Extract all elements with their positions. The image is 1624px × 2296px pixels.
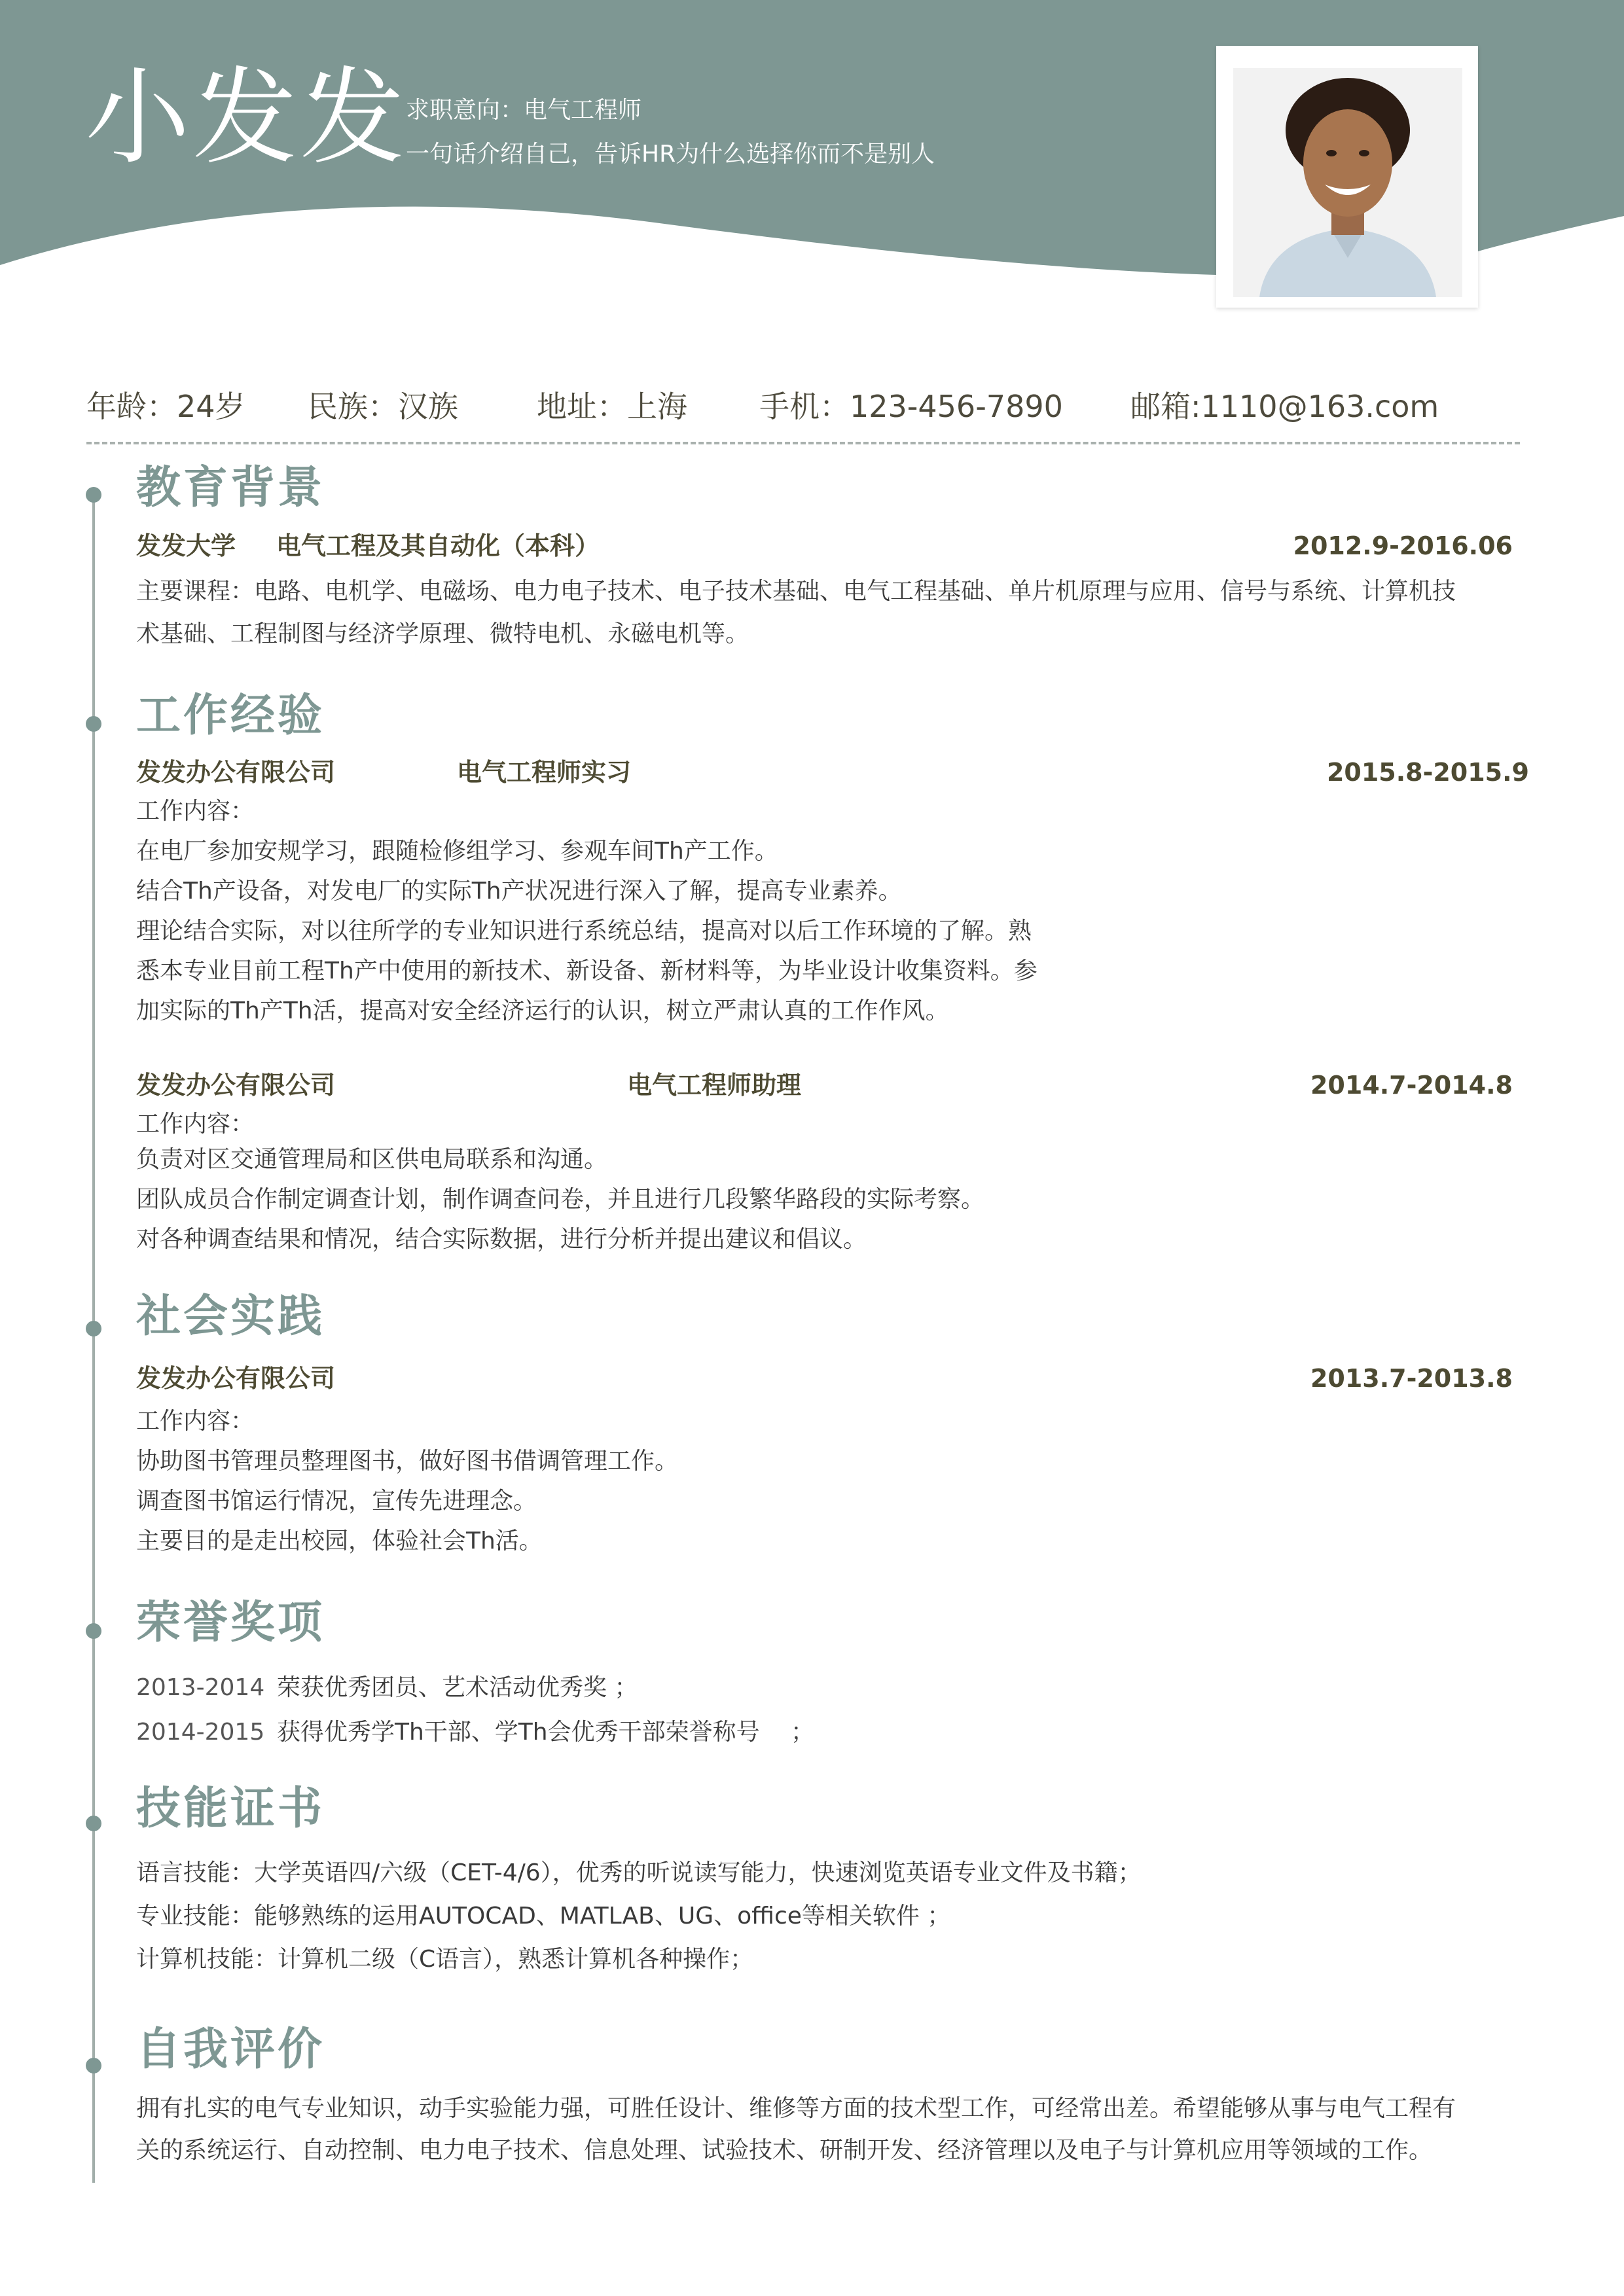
info-phone: 手机：123-456-7890: [759, 389, 1063, 424]
education-courses-line: 术基础、工程制图与经济学原理、微特电机、永磁电机等。: [136, 620, 749, 647]
practice-company: 发发办公有限公司: [136, 1364, 336, 1393]
self-eval-line: 拥有扎实的电气专业知识，动手实验能力强，可胜任设计、维修等方面的技术型工作，可经常出差。希望能够从事与电气工程有: [136, 2095, 1456, 2122]
skill-line: 专业技能：能够熟练的运用AUTOCAD、MATLAB、UG、office等相关软件 ；: [136, 1903, 951, 1929]
info-ethnicity: 民族：汉族: [308, 389, 458, 424]
education-major: 电气工程及其自动化（本科）: [276, 531, 600, 560]
personal-info-row: [86, 383, 1526, 422]
work-content-line: 理论结合实际，对以往所学的专业知识进行系统总结，提高对以后工作环境的了解。熟: [136, 918, 1032, 944]
education-date: 2012.9-2016.06: [1293, 531, 1513, 560]
work-company: 发发办公有限公司: [136, 1071, 336, 1100]
skill-line: 计算机技能：计算机二级（C语言），熟悉计算机各种操作；: [136, 1946, 754, 1973]
work-content-line: 对各种调查结果和情况，结合实际数据，进行分析并提出建议和倡议。: [136, 1226, 867, 1253]
timeline-dot-practice: [86, 1321, 101, 1336]
education-school: 发发大学: [136, 531, 236, 560]
timeline-dot-education: [86, 487, 101, 503]
practice-content-line: 协助图书管理员整理图书，做好图书借调管理工作。: [136, 1448, 679, 1475]
practice-content-line: 调查图书馆运行情况，宣传先进理念。: [136, 1488, 537, 1515]
work-content-line: 悉本专业目前工程Th产中使用的新技术、新设备、新材料等，为毕业设计收集资料。参: [136, 958, 1038, 984]
practice-content-label: 工作内容：: [136, 1408, 255, 1435]
divider-dashed: [86, 442, 1520, 444]
honor-year: 2014-2015: [136, 1719, 265, 1746]
work-company: 发发办公有限公司: [136, 758, 336, 787]
work-date: 2014.7-2014.8: [1310, 1071, 1513, 1100]
work-date: 2015.8-2015.9: [1326, 758, 1529, 787]
section-title-honors: 荣誉奖项: [136, 1597, 325, 1649]
profile-photo: [1233, 68, 1462, 297]
candidate-name: 小发发: [85, 56, 408, 179]
timeline-line: [92, 494, 95, 2183]
work-content-line: 负责对区交通管理局和区供电局联系和沟通。: [136, 1146, 608, 1173]
timeline-dot-skills: [86, 1816, 101, 1831]
section-title-education: 教育背景: [136, 462, 325, 514]
timeline-dot-self-eval: [86, 2058, 101, 2073]
education-courses-line: 主要课程：电路、电机学、电磁场、电力电子技术、电子技术基础、电气工程基础、单片机原理与应用、信号与系统、计算机技: [136, 578, 1456, 605]
section-title-skills: 技能证书: [136, 1783, 325, 1835]
timeline-dot-work: [86, 716, 101, 732]
section-title-practice: 社会实践: [136, 1291, 325, 1342]
work-content-line: 在电厂参加安规学习，跟随检修组学习、参观车间Th产工作。: [136, 838, 778, 865]
timeline-dot-honors: [86, 1623, 101, 1639]
info-age: 年龄：24岁: [86, 389, 245, 424]
work-position: 电气工程师助理: [627, 1071, 802, 1100]
info-email: 邮箱:1110@163.com: [1130, 389, 1439, 424]
practice-date: 2013.7-2013.8: [1310, 1364, 1513, 1393]
work-content-label: 工作内容：: [136, 798, 255, 825]
section-title-work: 工作经验: [136, 690, 325, 742]
job-intent: 求职意向：电气工程师: [406, 97, 642, 124]
self-intro: 一句话介绍自己，告诉HR为什么选择你而不是别人: [406, 141, 935, 168]
honor-text: 荣获优秀团员、艺术活动优秀奖 ；: [277, 1674, 638, 1701]
section-title-self-eval: 自我评价: [136, 2024, 325, 2075]
work-content-line: 团队成员合作制定调查计划，制作调查问卷，并且进行几段繁华路段的实际考察。: [136, 1186, 985, 1213]
skill-line: 语言技能：大学英语四/六级（CET-4/6），优秀的听说读写能力，快速浏览英语专业文件及书籍；: [136, 1859, 1142, 1886]
honor-text: 获得优秀学Th干部、学Th会优秀干部荣誉称号 ；: [277, 1719, 815, 1746]
honor-year: 2013-2014: [136, 1674, 265, 1701]
work-content-label: 工作内容：: [136, 1111, 255, 1138]
profile-photo-frame: [1216, 46, 1478, 308]
work-position: 电气工程师实习: [457, 758, 632, 787]
work-content-line: 结合Th产设备，对发电厂的实际Th产状况进行深入了解，提高专业素养。: [136, 878, 902, 905]
work-content-line: 加实际的Th产Th活，提高对安全经济运行的认识，树立严肃认真的工作作风。: [136, 997, 949, 1024]
self-eval-line: 关的系统运行、自动控制、电力电子技术、信息处理、试验技术、研制开发、经济管理以及电子与计算机应用等领域的工作。: [136, 2137, 1433, 2164]
info-address: 地址：上海: [537, 389, 687, 424]
practice-content-line: 主要目的是走出校园，体验社会Th活。: [136, 1528, 543, 1554]
